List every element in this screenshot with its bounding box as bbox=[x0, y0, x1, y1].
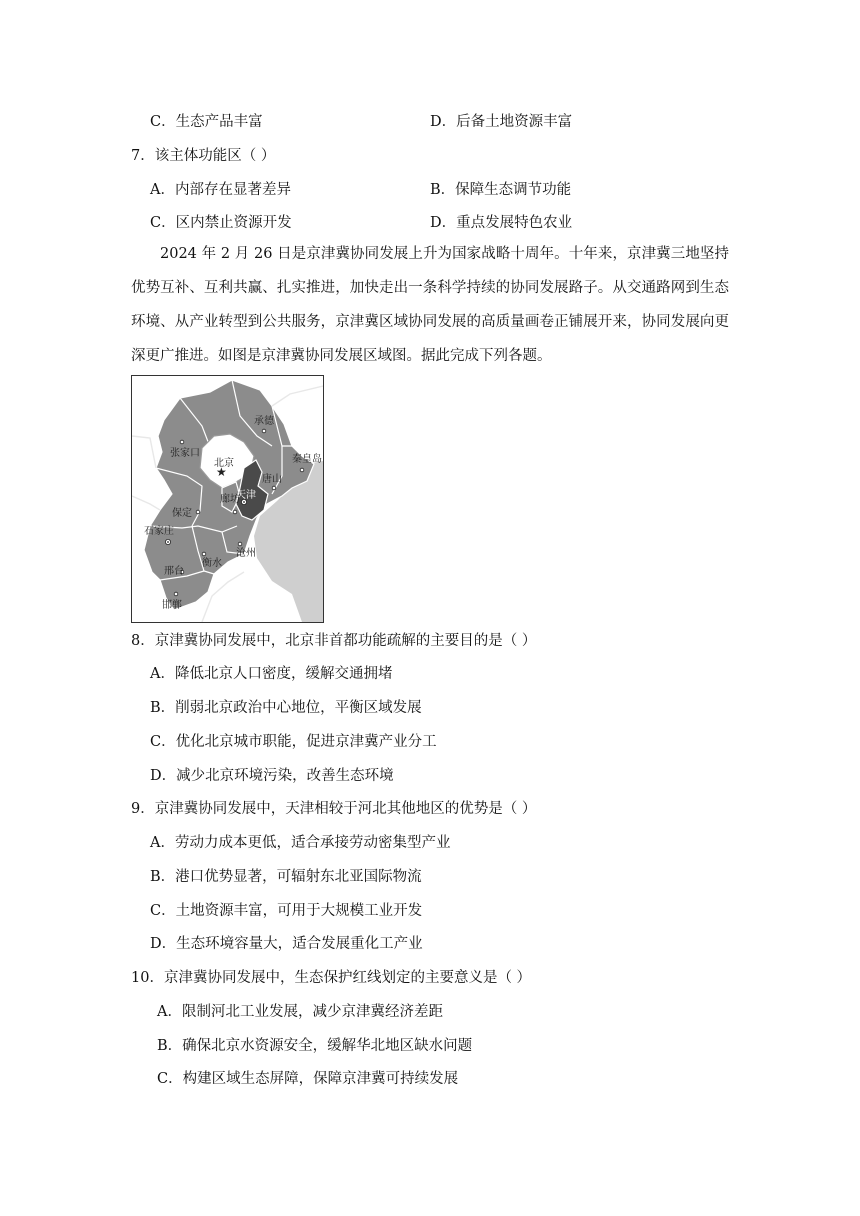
label-handan: 邯郸 bbox=[162, 600, 182, 611]
q6-option-c: C．生态产品丰富 bbox=[150, 114, 263, 130]
q9-option-a: A．劳动力成本更低，适合承接劳动密集型产业 bbox=[150, 835, 451, 851]
q7-option-c: C．区内禁止资源开发 bbox=[150, 215, 292, 231]
q9-option-c: C．土地资源丰富，可用于大规模工业开发 bbox=[150, 903, 423, 919]
intro-paragraph: 2024 年 2 月 26 日是京津冀协同发展上升为国家战略十周年。十年来，京津冀三地坚持优势互补、互利共赢、扎实推进，加快走出一条科学持续的协同发展路子。从交通路网到生态环境、从产业转型到公共服务，京津冀区域协同发展的高质量画卷正铺展开来，协同发展向更深更广推进。如图是京津冀协同发展区域图。据此完成下列各题。 bbox=[131, 246, 729, 364]
q6-option-d: D．后备土地资源丰富 bbox=[430, 114, 573, 130]
label-xingtai: 邢台 bbox=[164, 566, 184, 577]
q7-stem: 7．该主体功能区（ ） bbox=[131, 148, 276, 164]
q10-option-c: C．构建区域生态屏障，保障京津冀可持续发展 bbox=[157, 1071, 459, 1087]
label-cangzhou: 沧州 bbox=[236, 548, 256, 559]
label-tangshan: 唐山 bbox=[262, 474, 282, 485]
q7-option-b: B．保障生态调节功能 bbox=[430, 182, 572, 198]
label-langfang: 廊坊 bbox=[220, 494, 240, 505]
label-shijiazhuang: 石家庄 bbox=[144, 526, 174, 537]
q9-stem: 9．京津冀协同发展中，天津相较于河北其他地区的优势是（ ） bbox=[131, 801, 537, 817]
label-zhangjiakou: 张家口 bbox=[170, 448, 200, 459]
q8-option-c: C．优化北京城市职能，促进京津冀产业分工 bbox=[150, 734, 437, 750]
q9-option-d: D．生态环境容量大，适合发展重化工产业 bbox=[150, 936, 423, 952]
q8-stem: 8．京津冀协同发展中，北京非首都功能疏解的主要目的是（ ） bbox=[131, 633, 537, 649]
q8-option-b: B．削弱北京政治中心地位，平衡区域发展 bbox=[150, 700, 422, 716]
q9-option-b: B．港口优势显著，可辐射东北亚国际物流 bbox=[150, 869, 422, 885]
q8-option-d: D．减少北京环境污染，改善生态环境 bbox=[150, 768, 394, 784]
label-chengde: 承德 bbox=[254, 416, 274, 427]
label-hengshui: 衡水 bbox=[202, 558, 222, 569]
q10-option-a: A．限制河北工业发展，减少京津冀经济差距 bbox=[157, 1004, 443, 1020]
q10-option-b: B．确保北京水资源安全，缓解华北地区缺水问题 bbox=[157, 1038, 473, 1054]
label-baoding: 保定 bbox=[172, 508, 192, 519]
q7-option-a: A．内部存在显著差异 bbox=[150, 182, 291, 198]
svg-text:★: ★ bbox=[216, 465, 227, 479]
q8-option-a: A．降低北京人口密度，缓解交通拥堵 bbox=[150, 666, 393, 682]
q10-stem: 10．京津冀协同发展中，生态保护红线划定的主要意义是（ ） bbox=[131, 970, 532, 986]
q7-option-d: D．重点发展特色农业 bbox=[430, 215, 573, 231]
jingjinji-region-map bbox=[131, 375, 324, 623]
label-tianjin: 天津 bbox=[236, 490, 256, 501]
label-beijing: 北京 bbox=[214, 458, 234, 469]
label-qinhuangdao: 秦皇岛 bbox=[292, 454, 322, 465]
